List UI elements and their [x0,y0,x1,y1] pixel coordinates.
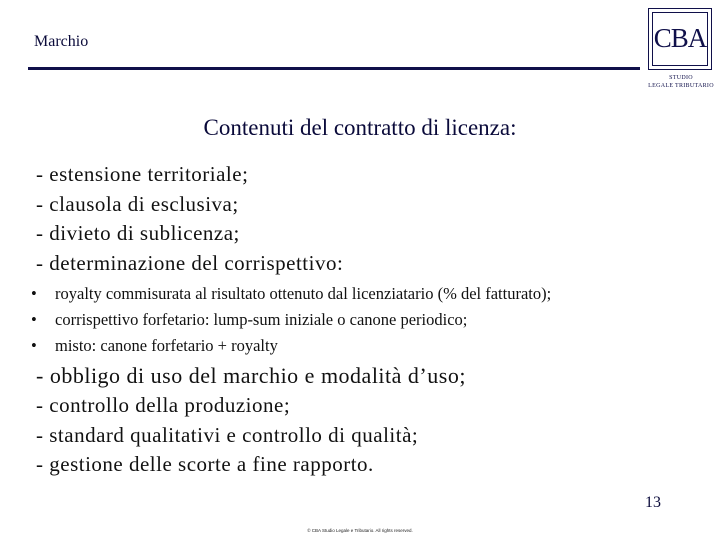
bullet-text: royalty commisurata al risultato ottenuto dal licenziatario (% del fatturato); [55,284,552,303]
logo-text: CBA [653,23,707,53]
slide-title: Contenuti del contratto di licenza: [203,115,517,140]
contract-items-top [36,160,343,278]
list-item: - obbligo di uso del marchio e modalità d’uso; [36,363,466,388]
list-item: - controllo della produzione; [36,393,291,417]
bullet-item [30,281,551,307]
copyright-footer: © CBA Studio Legale e Tributario. All rights reserved. [307,528,413,533]
logo-subtitle [646,74,716,90]
compensation-bullets [30,281,551,359]
logo-subtitle-line2: LEGALE TRIBUTARIO [648,83,714,89]
bullet-item [30,307,551,333]
bullet-text: misto: canone forfetario + royalty [55,336,278,355]
list-item: - clausola di esclusiva; [36,191,239,216]
bullet-icon: • [31,336,37,355]
list-item: - gestione delle scorte a fine rapporto. [36,452,374,476]
list-item: - estensione territoriale; [36,162,249,186]
logo-subtitle-line1: STUDIO [669,75,693,81]
bullet-text: corrispettivo forfetario: lump-sum iniziale o canone periodico; [55,310,468,329]
bullet-icon: • [31,310,37,329]
bullet-item [30,333,551,359]
header-rule [28,67,640,70]
page-number: 13 [645,494,661,511]
list-item: - determinazione del corrispettivo: [36,250,344,275]
header-title: Marchio [34,33,89,50]
bullet-icon: • [31,284,37,303]
list-item: - standard qualitativi e controllo di qualità; [36,422,419,447]
list-item: - divieto di sublicenza; [36,221,240,245]
cba-logo [648,8,712,70]
contract-items-bottom [36,360,466,480]
